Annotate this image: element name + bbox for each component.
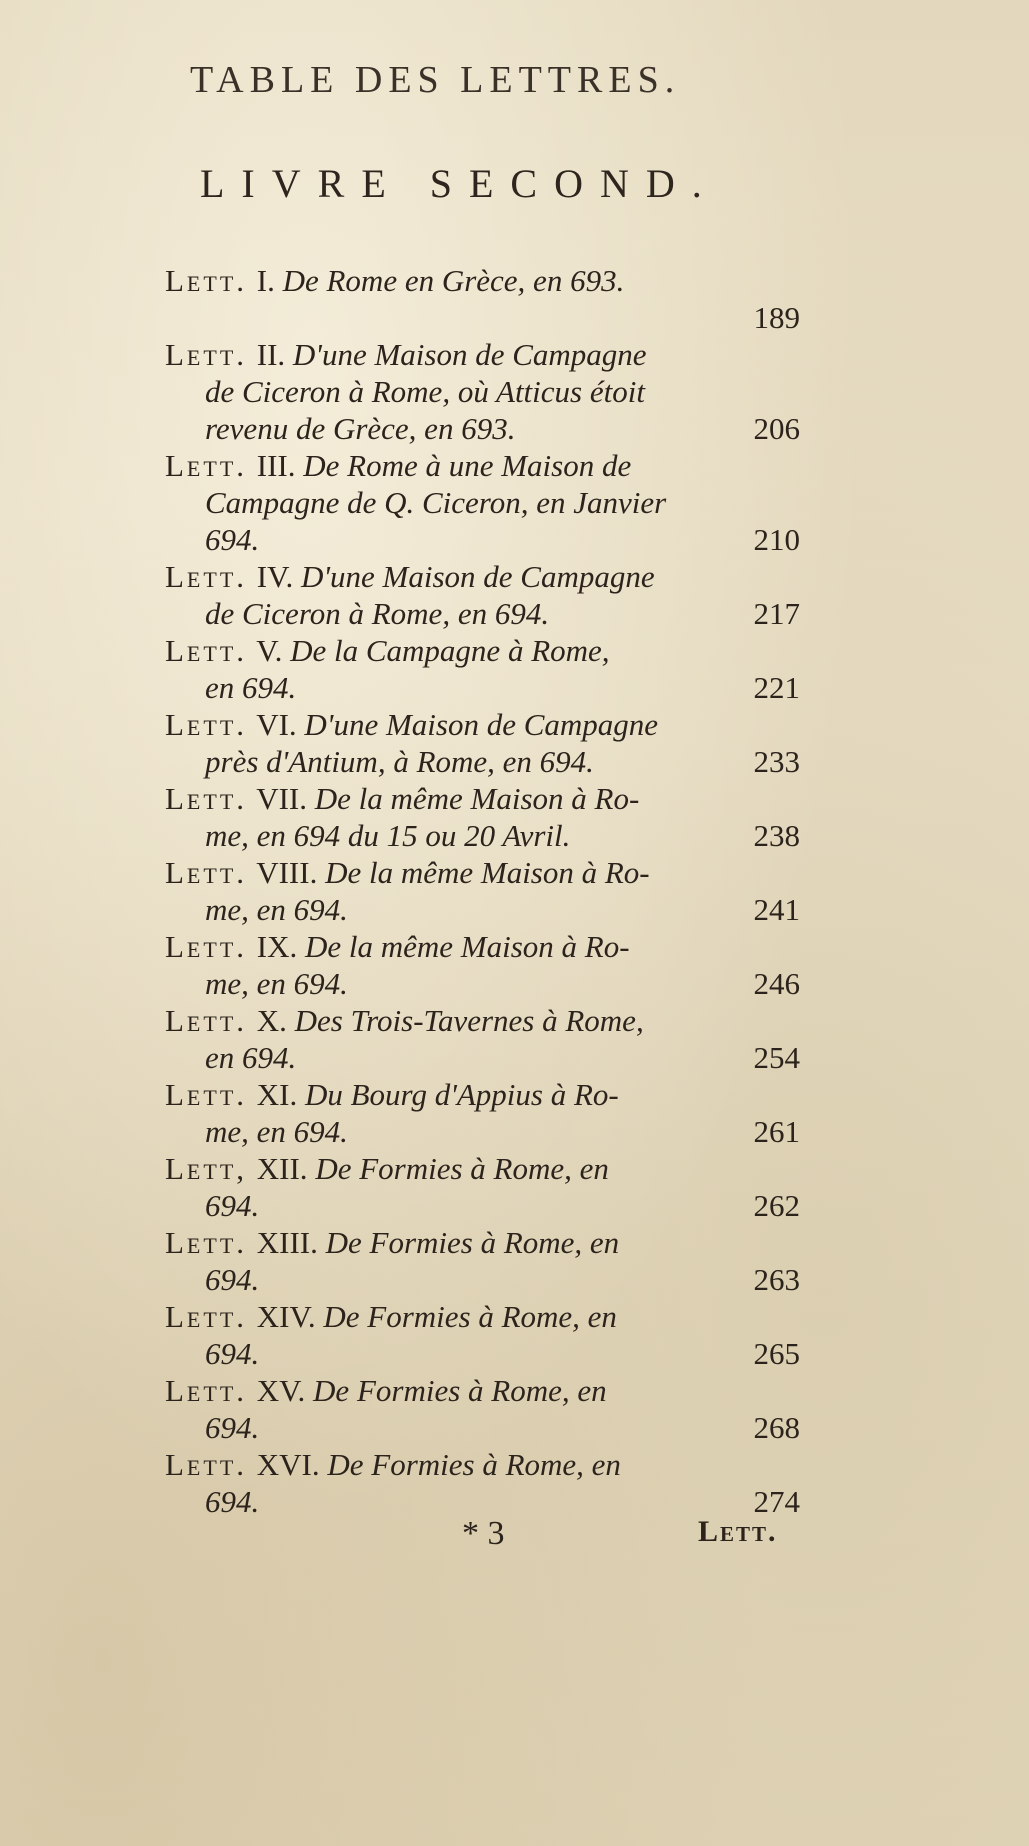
letter-description: De Formies à Rome, en xyxy=(327,1447,621,1482)
toc-entry-line xyxy=(165,1409,800,1446)
page-number: 261 xyxy=(753,1114,800,1149)
letter-number: VIII. xyxy=(249,855,326,890)
letter-description: De la même Maison à Ro- xyxy=(325,855,650,890)
running-head: TABLE DES LETTRES. xyxy=(190,59,681,101)
letter-label: Lett. xyxy=(165,855,248,890)
letter-label: Lett. xyxy=(165,1077,248,1112)
page-number: 274 xyxy=(753,1484,800,1519)
letter-description: De Rome à une Maison de xyxy=(303,448,632,483)
letter-label: Lett. xyxy=(165,263,248,298)
toc-entry-line xyxy=(165,928,800,965)
toc-entry-line xyxy=(165,558,800,595)
toc-entry-line xyxy=(165,299,800,336)
page-number: 265 xyxy=(753,1336,800,1371)
page-number: 206 xyxy=(753,411,800,446)
page-number: 268 xyxy=(753,1410,800,1445)
letter-number: II. xyxy=(249,337,293,372)
letter-description: Des Trois-Tavernes à Rome, xyxy=(294,1003,644,1038)
letter-description: De la même Maison à Ro- xyxy=(314,781,640,816)
toc-entry xyxy=(165,928,800,1002)
toc-entry-line xyxy=(165,817,800,854)
toc-entry-line xyxy=(165,965,800,1002)
letter-label: Lett. xyxy=(165,781,248,816)
toc-entry xyxy=(165,780,800,854)
toc-entry xyxy=(165,262,800,336)
letter-description: 694. xyxy=(205,1188,260,1223)
toc-entry xyxy=(165,558,800,632)
toc-entry-line xyxy=(165,891,800,928)
letter-number: I. xyxy=(249,263,283,298)
letter-description: De Formies à Rome, en xyxy=(325,1225,620,1260)
toc-entry-line xyxy=(165,854,800,891)
toc-entry-line xyxy=(165,1446,800,1483)
letter-number: XIII. xyxy=(249,1225,326,1260)
letter-description: 694. xyxy=(205,1336,260,1371)
toc-entry-line xyxy=(165,410,800,447)
letter-label: Lett. xyxy=(165,929,248,964)
letter-description: 694. xyxy=(205,1410,260,1445)
letter-description: me, en 694. xyxy=(205,892,348,927)
toc-entry xyxy=(165,447,800,558)
page-number: 254 xyxy=(753,1040,800,1075)
page-number: 263 xyxy=(753,1262,800,1297)
letter-description: 694. xyxy=(205,1262,260,1297)
page-number: 189 xyxy=(753,300,800,335)
letter-description: revenu de Grèce, en 693. xyxy=(205,411,516,446)
toc-entry-line xyxy=(165,373,800,410)
toc-entry-line xyxy=(165,595,800,632)
letter-description: me, en 694 du 15 ou 20 Avril. xyxy=(205,818,571,853)
page-number: 221 xyxy=(753,670,800,705)
toc-entry-line xyxy=(165,632,800,669)
letter-number: XIV. xyxy=(249,1299,324,1334)
letter-description: en 694. xyxy=(205,670,297,705)
toc-entry-line xyxy=(165,336,800,373)
letter-number: XII. xyxy=(249,1151,316,1186)
letter-label: Lett, xyxy=(165,1151,248,1186)
toc-entry-line xyxy=(165,1002,800,1039)
toc-entry xyxy=(165,1446,800,1520)
letter-description: me, en 694. xyxy=(205,966,348,1001)
catchword: Lett. xyxy=(698,1515,778,1548)
letter-description: près d'Antium, à Rome, en 694. xyxy=(205,744,594,779)
toc-entry-line xyxy=(165,1113,800,1150)
letter-description: De la Campagne à Rome, xyxy=(290,633,610,668)
page-number: 241 xyxy=(753,892,800,927)
letter-label: Lett. xyxy=(165,1003,248,1038)
letter-number: XV. xyxy=(249,1373,314,1408)
letter-number: V. xyxy=(249,633,291,668)
toc-entry-line xyxy=(165,447,800,484)
page-number: 217 xyxy=(753,596,800,631)
page-number: 246 xyxy=(753,966,800,1001)
page-number: 238 xyxy=(753,818,800,853)
letter-number: IX. xyxy=(249,929,305,964)
letter-label: Lett. xyxy=(165,448,248,483)
page-number: 233 xyxy=(753,744,800,779)
toc-entry-line xyxy=(165,743,800,780)
toc-entry xyxy=(165,854,800,928)
toc-entry xyxy=(165,706,800,780)
letter-number: VI. xyxy=(249,707,305,742)
letter-number: VII. xyxy=(249,781,315,816)
toc-entry xyxy=(165,1002,800,1076)
toc-entry-line xyxy=(165,1187,800,1224)
letter-number: XVI. xyxy=(249,1447,328,1482)
letter-label: Lett. xyxy=(165,1373,248,1408)
letter-label: Lett. xyxy=(165,559,248,594)
toc-entry-line xyxy=(165,1039,800,1076)
letter-description: D'une Maison de Campagne xyxy=(304,707,659,742)
letter-label: Lett. xyxy=(165,633,248,668)
letter-description: 694. xyxy=(205,1484,260,1519)
letter-description: De Rome en Grèce, en 693. xyxy=(282,263,625,298)
toc-entry xyxy=(165,1076,800,1150)
toc-entry-line xyxy=(165,706,800,743)
letter-number: XI. xyxy=(249,1077,305,1112)
letter-number: III. xyxy=(249,448,304,483)
letter-description: me, en 694. xyxy=(205,1114,348,1149)
letter-description: de Ciceron à Rome, en 694. xyxy=(205,596,550,631)
page-number: 210 xyxy=(753,522,800,557)
letter-description: De Formies à Rome, en xyxy=(323,1299,617,1334)
letter-label: Lett. xyxy=(165,337,248,372)
letter-description: Campagne de Q. Ciceron, en Janvier xyxy=(205,485,667,520)
toc-entry-line xyxy=(165,1335,800,1372)
toc-entry xyxy=(165,632,800,706)
toc-entry-line xyxy=(165,1150,800,1187)
letter-description: D'une Maison de Campagne xyxy=(292,337,647,372)
letter-number: IV. xyxy=(249,559,301,594)
toc-entry xyxy=(165,1298,800,1372)
toc-entry-line xyxy=(165,1298,800,1335)
toc-entry-line xyxy=(165,1224,800,1261)
toc-entry-line xyxy=(165,1076,800,1113)
toc-entry xyxy=(165,1150,800,1224)
letter-label: Lett. xyxy=(165,1225,248,1260)
letter-description: de Ciceron à Rome, où Atticus étoit xyxy=(205,374,645,409)
letter-number: X. xyxy=(249,1003,295,1038)
letter-label: Lett. xyxy=(165,707,248,742)
letter-label: Lett. xyxy=(165,1447,248,1482)
letter-description: 694. xyxy=(205,522,260,557)
section-title: LIVRE SECOND. xyxy=(200,161,719,206)
letter-description: De la même Maison à Ro- xyxy=(304,929,630,964)
toc-entry xyxy=(165,1372,800,1446)
letter-description: De Formies à Rome, en xyxy=(315,1151,609,1186)
page-number: 262 xyxy=(753,1188,800,1223)
toc-entry-line xyxy=(165,1261,800,1298)
toc-entry-line xyxy=(165,484,800,521)
toc-entry xyxy=(165,1224,800,1298)
toc-entry-line xyxy=(165,1372,800,1409)
toc-entry-line xyxy=(165,669,800,706)
toc-entry xyxy=(165,336,800,447)
toc-entry-line xyxy=(165,780,800,817)
toc-entry-line xyxy=(165,521,800,558)
toc-entry-line xyxy=(165,262,800,299)
letter-description: D'une Maison de Campagne xyxy=(300,559,655,594)
letter-label: Lett. xyxy=(165,1299,248,1334)
letter-description: De Formies à Rome, en xyxy=(313,1373,607,1408)
letter-description: en 694. xyxy=(205,1040,297,1075)
letter-description: Du Bourg d'Appius à Ro- xyxy=(304,1077,619,1112)
signature-mark: * 3 xyxy=(462,1515,505,1552)
